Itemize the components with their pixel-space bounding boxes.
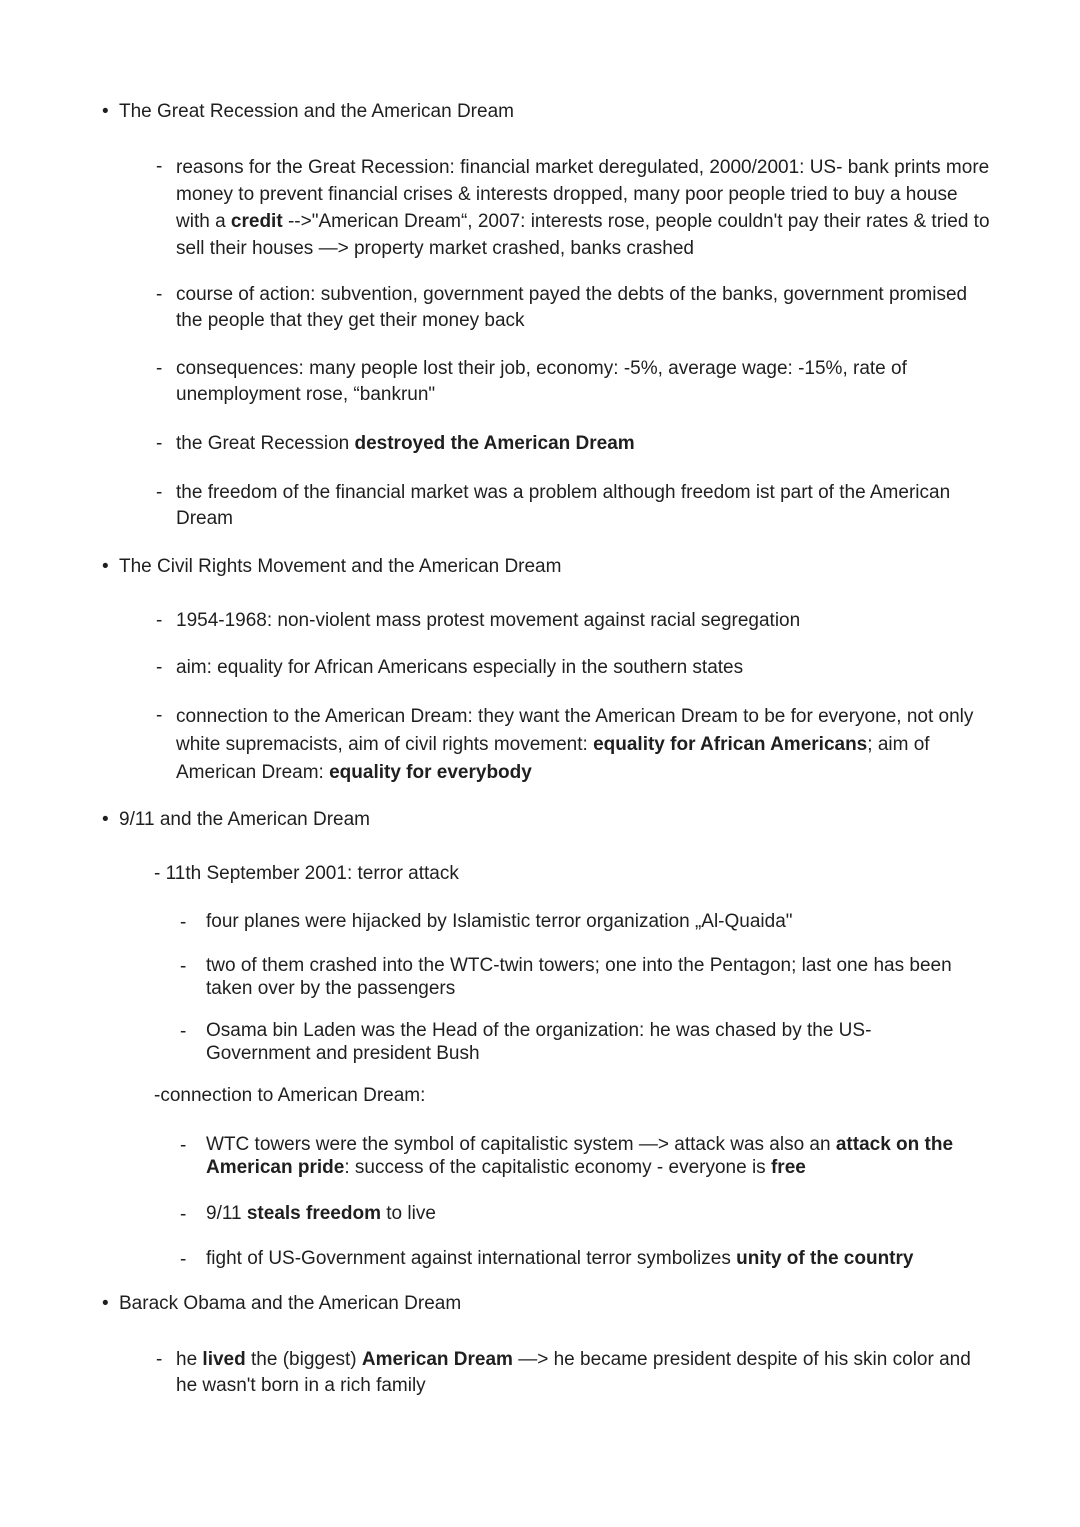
dash-icon: - <box>180 912 187 933</box>
item-text: fight of US-Government against international terror symbolizes <box>206 1248 737 1269</box>
item-text: ; aim of American Dream: <box>176 734 930 783</box>
section-heading-911: 9/11 and the American Dream <box>119 809 371 830</box>
dash-icon: - <box>156 358 163 379</box>
item-bold: equality for African Americans <box>593 734 868 755</box>
item-text: : success of the capitalistic economy - everyone is <box>344 1157 771 1178</box>
item-text: consequences: many people lost their job, economy: -5%, average wage: -15%, rate of unemployment rose, “bankrun" <box>176 358 907 405</box>
list-item <box>156 480 996 532</box>
item-text: WTC towers were the symbol of capitalistic system —> attack was also an <box>206 1134 836 1155</box>
dash-icon: - <box>156 1349 163 1370</box>
item-text: to live <box>380 1203 436 1224</box>
list-item <box>180 1247 980 1270</box>
list-item <box>180 1133 980 1179</box>
item-bold: equality for everybody <box>329 762 532 783</box>
item-text: the freedom of the financial market was a problem although freedom ist part of the American Dream <box>176 482 951 529</box>
item-text: 9/11 <box>206 1203 247 1224</box>
list-item <box>180 910 980 933</box>
item-bold: destroyed the American Dream <box>354 433 635 454</box>
sub-heading: - 11th September 2001: terror attack <box>154 863 459 884</box>
item-text: connection to the American Dream: they want the American Dream to be for everyone, not only white supremacists, aim of civil rights movement: <box>176 706 974 755</box>
list-item <box>156 282 996 334</box>
item-text: Osama bin Laden was the Head of the organization: he was chased by the US-Government and president Bush <box>206 1020 872 1064</box>
item-text: aim: equality for African Americans especially in the southern states <box>176 657 744 678</box>
item-text: course of action: subvention, government payed the debts of the banks, government promised the people that they get their money back <box>176 284 968 331</box>
bullet-icon: • <box>102 101 109 122</box>
sub-heading: -connection to American Dream: <box>154 1085 426 1106</box>
bullet-icon: • <box>102 1293 109 1314</box>
list-item <box>156 608 996 634</box>
item-text: reasons for the Great Recession: financial market deregulated, 2000/2001: US- bank prints more money to prevent financial crises & interests dropped, many poor people tried to buy a house with a <box>176 157 990 232</box>
item-bold: steals freedom <box>246 1203 381 1224</box>
section-heading-great-recession: The Great Recession and the American Dream <box>119 101 514 122</box>
dash-icon: - <box>180 956 187 977</box>
list-item <box>180 954 980 1000</box>
item-bold: attack on the American pride <box>206 1134 954 1178</box>
item-text: -->"American Dream“, 2007: interests rose, people couldn't pay their rates & tried to sell their houses —> property market crashed, banks crashed <box>176 211 990 259</box>
dash-icon: - <box>180 1204 187 1225</box>
item-text: he <box>176 1349 203 1370</box>
list-item <box>156 154 996 262</box>
dash-icon: - <box>156 482 163 503</box>
section-heading-obama: Barack Obama and the American Dream <box>119 1293 462 1314</box>
item-text: 1954-1968: non-violent mass protest movement against racial segregation <box>176 610 801 631</box>
bullet-icon: • <box>102 556 109 577</box>
item-bold: free <box>770 1157 806 1178</box>
section-heading-civil-rights: The Civil Rights Movement and the American Dream <box>119 556 562 577</box>
dash-icon: - <box>156 610 163 631</box>
item-text: four planes were hijacked by Islamistic terror organization „Al-Quaida" <box>206 911 793 932</box>
item-text: the (biggest) <box>245 1349 362 1370</box>
dash-icon: - <box>156 156 163 177</box>
list-item <box>156 1347 996 1399</box>
item-text: —> he became president despite of his skin color and he wasn't born in a rich family <box>176 1349 971 1396</box>
list-item <box>156 356 996 408</box>
dash-icon: - <box>156 657 163 678</box>
dash-icon: - <box>180 1135 187 1156</box>
list-item <box>156 655 996 681</box>
list-item <box>156 431 996 457</box>
item-bold: American Dream <box>361 1349 513 1370</box>
item-text: two of them crashed into the WTC-twin towers; one into the Pentagon; last one has been taken over by the passengers <box>206 955 952 999</box>
item-bold: credit <box>230 211 283 232</box>
list-item <box>180 1202 980 1225</box>
dash-icon: - <box>156 284 163 305</box>
item-bold: lived <box>202 1349 246 1370</box>
dash-icon: - <box>180 1249 187 1270</box>
dash-icon: - <box>156 433 163 454</box>
dash-icon: - <box>156 705 163 726</box>
list-item <box>180 1019 980 1065</box>
dash-icon: - <box>180 1021 187 1042</box>
bullet-icon: • <box>102 809 109 830</box>
item-text: the Great Recession <box>176 433 355 454</box>
list-item <box>156 703 996 787</box>
item-bold: unity of the country <box>736 1248 914 1269</box>
